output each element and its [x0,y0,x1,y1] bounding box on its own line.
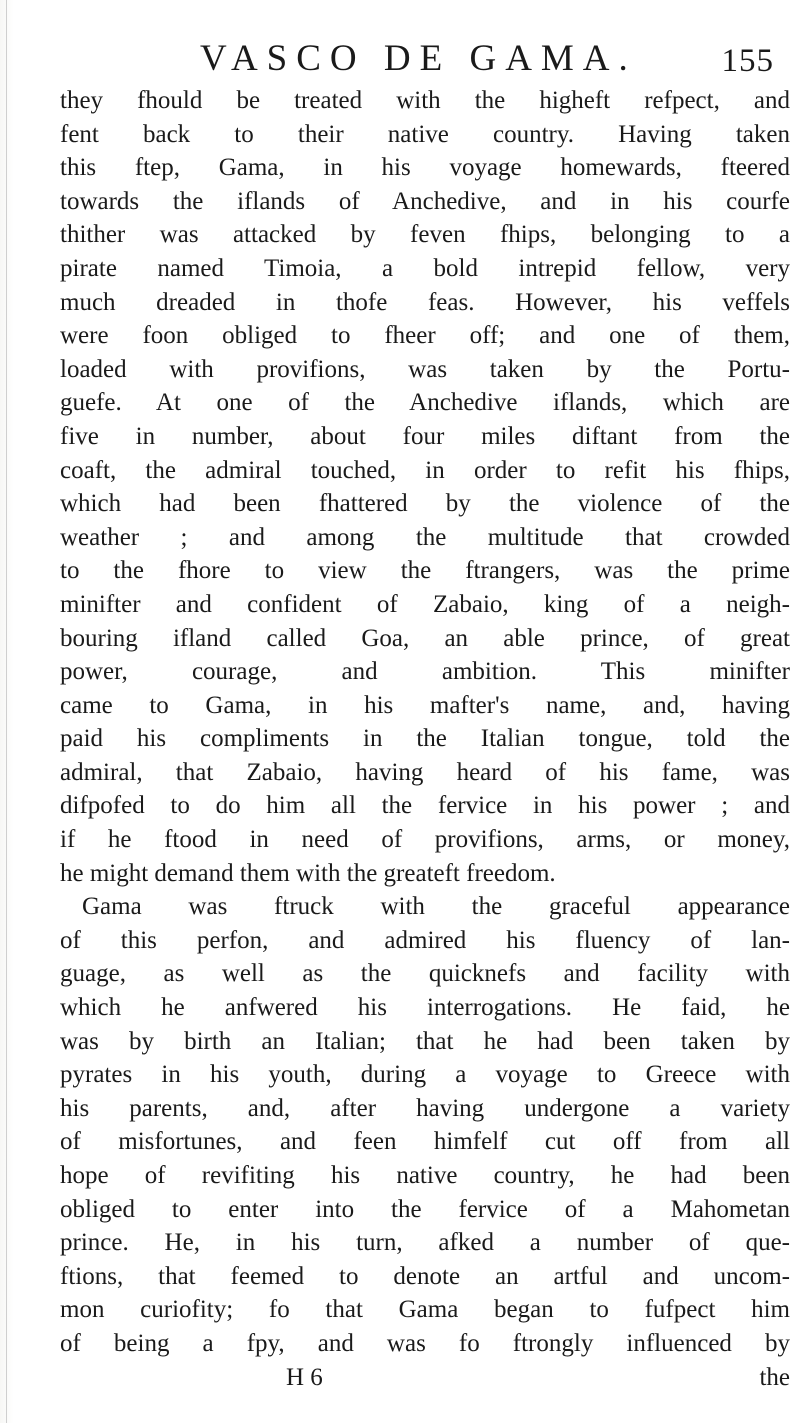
text-line: of being a fpy, and was fo ftrongly influenced by [60,1329,790,1357]
page-edge [6,0,7,1423]
text-line: his parents, and, after having undergone a variety [60,1094,790,1122]
text-line: of misfortunes, and feen himfelf cut off from all [60,1128,790,1156]
text-line: guefe. At one of the Anchedive iflands, which are [60,389,790,417]
text-line: pyrates in his youth, during a voyage to Greece with [60,1061,790,1089]
text-line: coaft, the admiral touched, in order to refit his fhips, [60,456,790,484]
body-text [60,84,790,1394]
running-title: VASCO DE GAMA. [200,38,637,79]
text-line: guage, as well as the quicknefs and facility with [60,960,790,988]
text-line: was by birth an Italian; that he had been taken by [60,1027,790,1055]
text-line: difpofed to do him all the fervice in his power ; and [60,792,790,820]
text-line: prince. He, in his turn, afked a number of que- [60,1229,790,1257]
text-line: bouring ifland called Goa, an able prince, of great [60,624,790,652]
text-line: obliged to enter into the fervice of a Mahometan [60,1195,790,1223]
page-header [60,34,780,84]
text-line: pirate named Timoia, a bold intrepid fellow, very [60,254,790,282]
text-line: this ftep, Gama, in his voyage homewards, fteered [60,154,790,182]
page-number: 155 [721,43,774,79]
page-footer [60,1361,790,1395]
text-line: thither was attacked by feven fhips, belonging to a [60,221,790,249]
text-line: ftions, that feemed to denote an artful and uncom- [60,1262,790,1290]
text-line: mon curiofity; fo that Gama began to fufpect him [60,1296,790,1324]
text-line: minifter and confident of Zabaio, king of a neigh- [60,590,790,618]
signature-mark: H 6 [286,1363,323,1391]
text-line: if he ftood in need of provifions, arms, or money, [60,826,790,854]
text-line: which had been fhattered by the violence of the [60,490,790,518]
text-line: power, courage, and ambition. This minifter [60,658,790,686]
text-line: towards the iflands of Anchedive, and in his courfe [60,187,790,215]
text-line: much dreaded in thofe feas. However, his veffels [60,288,790,316]
text-line: paid his compliments in the Italian tongue, told the [60,725,790,753]
text-line: Gama was ftruck with the graceful appearance [82,893,790,921]
text-line: hope of revifiting his native country, he had been [60,1162,790,1189]
text-line: came to Gama, in his mafter's name, and, having [60,691,790,719]
text-line: to the fhore to view the ftrangers, was the prime [60,557,790,585]
text-line: of this perfon, and admired his fluency of lan- [60,926,790,954]
text-line: they fhould be treated with the higheft refpect, and [60,87,790,114]
catchword: the [759,1363,790,1391]
text-line: admiral, that Zabaio, having heard of his fame, was [60,758,790,786]
text-line: were foon obliged to fheer off; and one of them, [60,322,790,350]
text-line: loaded with provifions, was taken by the Portu- [60,355,790,383]
text-line: fent back to their native country. Having taken [60,120,790,148]
text-line: which he anfwered his interrogations. He faid, he [60,994,790,1022]
text-line: weather ; and among the multitude that crowded [60,523,790,551]
text-line: five in number, about four miles diftant from the [60,422,790,450]
text-line: he might demand them with the greateft freedom. [60,859,556,887]
